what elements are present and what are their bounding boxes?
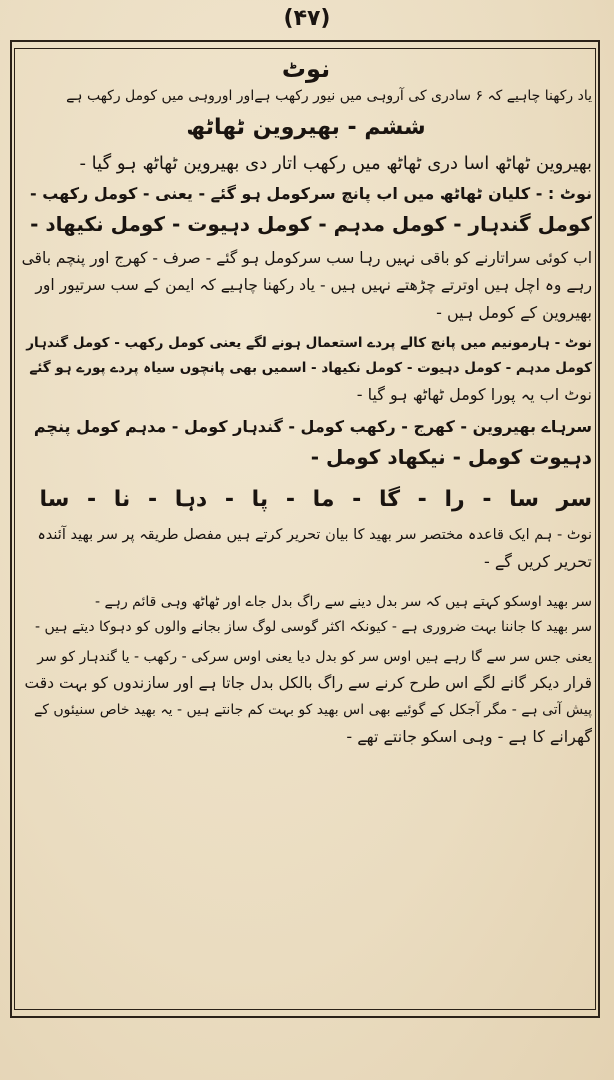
- text-line: سر بھید اوسکو کہتے ہیں کہ سر بدل دینے سے راگ بدل جاے اور ٹھاٹھ وہی قائم رہے -: [95, 593, 592, 610]
- text-line: اب کوئی سراتارنے کو باقی نہیں رہا سب سرکومل ہو گئے - صرف - کھرج اور پنچم باقی: [21, 248, 592, 267]
- thaat-title: ششم - بھیروین ٹھاٹھ: [186, 114, 426, 140]
- text-line: سر بھید کا جاننا بہت ضروری ہے - کیونکہ اکثر گوسی لوگ ساز بجانے والوں کو دہوکا دیتے ہیں -: [34, 619, 592, 636]
- text-line: دہیوت کومل - نیکھاد کومل -: [310, 445, 592, 469]
- text-line: نوٹ - ہم ایک قاعدہ مختصر سر بھید کا بیان تحریر کرتے ہیں مفصل طریقہ پر سر بھید آئندہ: [37, 526, 592, 543]
- page-text: [20, 54, 592, 1004]
- text-line: بھیروین کے کومل ہیں -: [436, 303, 592, 323]
- text-line: تحریر کریں گے -: [484, 551, 592, 571]
- text-line: سرہاے بھیروین - کھرج - رکھب کومل - گندہار کومل - مدہم کومل پنچم: [33, 417, 592, 436]
- text-line: پیش آتی ہے - مگر آجکل کے گوئیے بھی اس بھید کو بہت کم جانتے ہیں - یہ بھید خاص سنیئوں کے: [34, 701, 592, 718]
- text-line: گھرانے کا ہے - وہی اسکو جانتے تھے -: [346, 727, 592, 746]
- text-line: کومل مدہم - کومل دہیوت - کومل نکیھاد - اسمیں بھی پانچوں سیاہ پردے پورے ہو گئے: [29, 360, 592, 377]
- text-line: یعنی جس سر سے گا رہے ہیں اوس سر کو بدل دیا یعنی اوس سرکی - رکھب - یا گندہار کو سر: [37, 648, 592, 665]
- text-line: بھیروین ٹھاٹھ اسا دری ٹھاٹھ میں رکھب اتار دی بھیروین ٹھاٹھ ہو گیا -: [79, 153, 592, 174]
- text-line: رہے وہ اچل ہیں اوترتے چڑھتے نہیں ہیں - یاد رکھنا چاہیے کہ ایمن کے سب سرتیور اور: [35, 275, 592, 294]
- note-line-1: یاد رکھنا چاہیے کہ ۶ سادری کی آروہی میں نیور رکھب ہےاور اوروہی میں کومل رکھب ہے: [66, 88, 592, 104]
- text-line: نوٹ - ہارمونیم میں پانچ کالے پردے استعمال ہونے لگے یعنی کومل رکھب - کومل گندہار: [26, 335, 592, 352]
- sargam-line: سر سا - را - گا - ما - پا - دہا - نا - سا: [39, 487, 592, 512]
- text-line: نوٹ اب یہ پورا کومل ٹھاٹھ ہو گیا -: [356, 385, 592, 404]
- page-number: (۴۷): [283, 6, 331, 31]
- note-heading: نوٹ: [281, 55, 331, 83]
- text-line: کومل گندہار - کومل مدہم - کومل دہیوت - کومل نکیھاد -: [30, 211, 592, 236]
- text-line: نوٹ : - کلیان ٹھاٹھ میں اب پانچ سرکومل ہو گئے - یعنی - کومل رکھب -: [30, 183, 592, 203]
- text-line: قرار دیکر گانے لگے اس طرح کرنے سے راگ بالکل بدل جاتا ہے اور سازندوں کو بہت دقت: [24, 674, 592, 693]
